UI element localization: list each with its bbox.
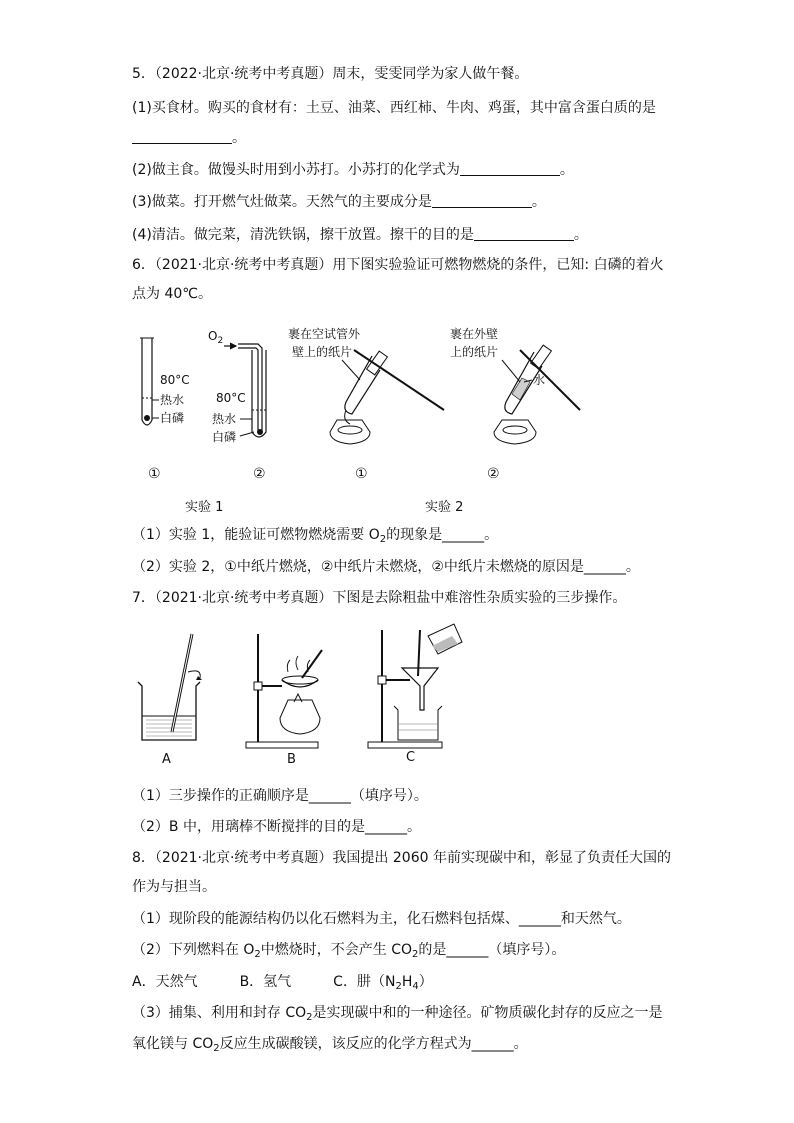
q8-part2-b: 中燃烧时，不会产生 CO: [260, 942, 413, 958]
q8-part3-cont: [132, 1034, 528, 1054]
q5-part4: [132, 225, 588, 245]
q5-part1-answer: [132, 128, 246, 148]
q8-options-text: A．天然气 B．氢气 C．肼（N: [132, 974, 396, 990]
q5-part4-text: (4)清洁。做完菜，清洗铁锅，擦干放置。擦干的目的是: [132, 227, 474, 243]
wrap-label-2a: 裹在外壁: [450, 327, 499, 341]
label-circle-2b: ②: [487, 466, 500, 482]
q6-heading: 6．（2021·北京·统考中考真题）用下图实验验证可燃物燃烧的条件，已知: 白磷的着火: [132, 257, 664, 273]
subscript: 2: [213, 1043, 220, 1054]
water-label: 水: [533, 373, 546, 387]
q8-heading-cont: 作为与担当。: [132, 879, 216, 895]
q8-part2-c: 的是______（填序号）。: [418, 942, 566, 958]
label-circle-1b: ①: [355, 466, 368, 482]
subscript: 2: [379, 534, 387, 545]
answer-blank[interactable]: [132, 129, 232, 144]
wrap-label-1b: 壁上的纸片: [292, 345, 353, 359]
hot-water-label-2: 热水: [212, 412, 237, 426]
answer-blank[interactable]: [432, 193, 532, 208]
q8-part3-b: 是实现碳中和的一种途径。矿物质碳化封存的反应之一是: [312, 1005, 663, 1021]
subscript: 2: [306, 1012, 313, 1023]
exp2-caption: 实验 2: [425, 500, 464, 515]
label-circle-1a: ①: [148, 466, 161, 482]
white-p-label-2: 白磷: [212, 430, 237, 444]
q5-part3-tail: 。: [531, 194, 546, 210]
q7-figure: [132, 620, 472, 770]
q6-part2: （2）实验 2，①中纸片燃烧，②中纸片未燃烧，②中纸片未燃烧的原因是______。: [132, 559, 640, 575]
label-A: A: [162, 752, 171, 767]
q5-part4-tail: 。: [573, 227, 588, 243]
q8-heading: 8．（2021·北京·统考中考真题）我国提出 2060 年前实现碳中和，彰显了负责任大国的: [132, 850, 671, 866]
q5-heading: 5．（2022·北京·统考中考真题）周末，雯雯同学为家人做午餐。: [132, 66, 529, 82]
evaporation-setup-B: [246, 634, 322, 748]
wrap-label-2b: 上的纸片: [450, 345, 499, 359]
q5-part2: [132, 160, 574, 180]
q8-part3: [132, 1003, 663, 1023]
white-phosphorus-dot: [257, 429, 263, 435]
q7-part2: （2）B 中，用璃棒不断搅拌的目的是______。: [132, 819, 421, 835]
q5-part3-text: (3)做菜。打开燃气灶做菜。天然气的主要成分是: [132, 194, 432, 210]
label-C: C: [406, 750, 416, 765]
q7-part1: （1）三步操作的正确顺序是______（填序号）。: [132, 788, 428, 804]
q8-part3-c: 氧化镁与 CO: [132, 1036, 214, 1052]
label-B: B: [287, 752, 296, 767]
exp2-setup-1: [330, 350, 444, 444]
q5-part1: [132, 98, 656, 118]
q6-part1-text: （1）实验 1，能验证可燃物燃烧需要 O: [132, 527, 380, 543]
q6-part1: [132, 525, 498, 545]
temp-label-2: 80°C: [216, 391, 246, 405]
answer-blank[interactable]: [460, 161, 560, 176]
q5-part1-text: (1)买食材。购买的食材有：土豆、油菜、西红柿、牛肉、鸡蛋，其中富含蛋白质的是: [132, 100, 656, 116]
exp2-setup-2: [494, 345, 580, 444]
q8-options: [132, 972, 433, 992]
subscript: 2: [395, 981, 402, 992]
q6-experiment-figure: [132, 320, 499, 520]
subscript: 2: [412, 949, 419, 960]
q8-options-end: ）: [418, 974, 433, 990]
beaker-A: [138, 634, 202, 740]
q6-heading-cont: 点为 40℃。: [132, 286, 212, 302]
q6-part1-tail: 的现象是______。: [386, 527, 499, 543]
hot-water-label-1: 热水: [160, 393, 185, 407]
q8-part2-a: （2）下列燃料在 O: [132, 942, 255, 958]
white-phosphorus-dot: [144, 415, 150, 421]
q8-part3-a: （3）捕集、利用和封存 CO: [132, 1005, 307, 1021]
answer-blank[interactable]: [474, 226, 574, 241]
q8-options-mid: H: [401, 974, 413, 990]
filtration-setup-C: [368, 624, 462, 748]
subscript: 2: [254, 949, 261, 960]
q8-part2: [132, 940, 565, 960]
subscript: 4: [412, 981, 419, 992]
o2-label: $O_2$: [208, 329, 224, 346]
q5-part3: [132, 192, 546, 212]
exp1-caption: 实验 1: [185, 500, 224, 515]
test-tube-1: [140, 338, 154, 425]
label-circle-2a: ②: [253, 466, 266, 482]
q8-part3-d: 反应生成碳酸镁，该反应的化学方程式为______。: [219, 1036, 528, 1052]
q6-experiment2-figure-2: [440, 320, 560, 440]
white-p-label-1: 白磷: [160, 411, 185, 425]
q5-part2-text: (2)做主食。做馒头时用到小苏打。小苏打的化学式为: [132, 162, 460, 178]
q5-part1-tail: 。: [232, 130, 246, 146]
temp-label-1: 80°C: [160, 373, 190, 387]
q5-part2-tail: 。: [559, 162, 574, 178]
q8-part1: （1）现阶段的能源结构仍以化石燃料为主，化石燃料包括煤、______和天然气。: [132, 911, 631, 927]
q7-heading: 7．（2021·北京·统考中考真题）下图是去除粗盐中难溶性杂质实验的三步操作。: [132, 590, 627, 606]
wrap-label-1a: 裹在空试管外: [288, 327, 361, 341]
